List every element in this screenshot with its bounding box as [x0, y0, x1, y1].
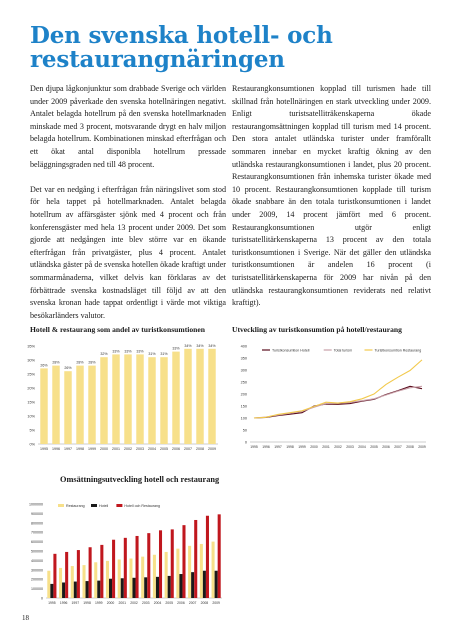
chart-title: Hotell & restaurang som andel av turistkonsumtionen [30, 325, 205, 334]
bar [62, 582, 65, 598]
x-tick-label: 1995 [250, 445, 258, 449]
bar [212, 542, 215, 598]
bar [109, 579, 112, 598]
x-tick-label: 1997 [274, 445, 282, 449]
page-number: 18 [22, 614, 29, 622]
x-tick-label: 2000 [310, 445, 318, 449]
data-label: 28% [88, 360, 96, 365]
y-tick-label: 100000 [31, 587, 43, 592]
bar [47, 571, 50, 598]
bar [191, 572, 194, 598]
bar [132, 578, 135, 598]
x-tick-label: 1998 [286, 445, 294, 449]
legend-label: Restaurang [66, 504, 85, 508]
bar [215, 571, 218, 598]
x-tick-label: 1999 [88, 447, 96, 451]
paragraph: Restaurangkonsumtionen kopplad till turismen hade till skillnad från hotellnäringen en stark utveckling under 2009. Enligt turistsatelliträkenskaperna ökade restaurangomsättningen kopplad till turism med 14 procent. Den stora antalet utländska turister under framförallt sommaren innebar en mycket kraftig ökning av den utländska restaurangkonsumtionen i landet, plus 20 procent. Restaurangkonsumtionen från inhemska turister ökade med 10 procent. Restaurangkonsumtionen kopplade till turism ökade snabbare än den totala turistkonsumtionen i landet under 2009, 14 procent jämfört med 6 procent. Restaurangkonsumtionen utgör enligt turistsatellitärkenskaperna 13 procent av den totala turistkonsumtionen i Sverige. När det gäller den utländska turistkonsumtionen är andelen 16 procent (i turistsatellitärkenskaperna för 2009 har nivån på den utländska restaurangkonsumtionen reviderats ned relativt kraftigt). [232, 84, 431, 308]
legend-label: Turistkonsumtion Restaurang [374, 348, 422, 353]
x-tick-label: 1998 [83, 601, 91, 605]
bar [168, 576, 171, 598]
bar [106, 561, 109, 598]
bar [86, 581, 89, 598]
bar [74, 582, 77, 598]
bar [188, 546, 191, 598]
bar [94, 562, 97, 598]
bar [218, 514, 221, 598]
bar [100, 545, 103, 598]
y-tick-label: 200000 [31, 577, 43, 582]
y-tick-label: 900000 [31, 511, 43, 516]
bar [97, 581, 100, 598]
x-tick-label: 2001 [322, 445, 330, 449]
x-tick-label: 2000 [106, 601, 115, 605]
y-tick-label: 300 [240, 368, 247, 373]
bar [40, 368, 47, 444]
data-label: 28% [52, 360, 60, 365]
y-tick-label: 600000 [31, 540, 43, 545]
legend-label: Hotell och Restaurang [124, 504, 160, 508]
bar [153, 555, 156, 598]
legend-swatch [116, 504, 122, 507]
paragraph: Det var en nedgång i efterfrågan från näringslivet som stod för hela tappet på hotellmarknaden. Antalet belagda hotellrum av affärsgäster sjönk med 4 procent och från konferensgäster med hela 13 procent under 2009. Det som gjorde att nedgången inte blev större var en ökande efterfrågan från privatgäster, plus 4 procent. Antalet utländska gäster på de svenska hotellen ökade kraftigt under sommarmånaderna, vilket delvis kan förklaras av det förbättrade svenska kostnadsläget till följd av att den svenska kronan hade tappat ordentligt i värde mot viktiga besökarländers valutor. [30, 184, 226, 320]
y-tick-label: 10% [27, 414, 35, 419]
y-tick-label: 700000 [31, 530, 43, 535]
x-tick-label: 1998 [76, 447, 84, 451]
bar [71, 566, 74, 598]
y-tick-label: 200 [240, 392, 247, 397]
legend-label: Turistkonsumtion Hotell [272, 348, 310, 353]
y-tick-label: 150 [240, 404, 247, 409]
bar [148, 357, 155, 444]
x-tick-label: 2002 [124, 447, 132, 451]
bar [160, 357, 167, 444]
bar [129, 559, 132, 598]
x-tick-label: 2003 [346, 445, 354, 449]
x-tick-label: 2008 [200, 601, 209, 605]
bar [64, 371, 71, 444]
bar [203, 571, 206, 598]
x-tick-label: 2007 [394, 445, 402, 449]
bar [124, 354, 131, 444]
x-tick-label: 2004 [148, 447, 156, 451]
data-label: 34% [208, 343, 216, 348]
x-tick-label: 1997 [64, 447, 72, 451]
bar [136, 354, 143, 444]
bar [182, 525, 185, 598]
x-tick-label: 2005 [370, 445, 378, 449]
bar [172, 352, 179, 444]
bar [88, 366, 95, 444]
x-tick-label: 1995 [48, 601, 56, 605]
bar [208, 349, 215, 444]
bar [121, 578, 124, 598]
body-left-column [30, 83, 226, 335]
bar [118, 559, 121, 598]
page-title: Den svenska hotell- och restaurangnäringen [30, 22, 333, 73]
y-tick-label: 350 [240, 356, 247, 361]
series-line [254, 386, 422, 418]
bar [89, 547, 92, 598]
x-tick-label: 2001 [112, 447, 120, 451]
bar [59, 568, 62, 598]
bar [112, 354, 119, 444]
x-tick-label: 2003 [136, 447, 144, 451]
x-tick-label: 1996 [52, 447, 60, 451]
y-tick-label: 0 [244, 440, 247, 445]
data-label: 33% [172, 346, 180, 351]
x-tick-label: 2006 [172, 447, 180, 451]
x-tick-label: 2009 [418, 445, 426, 449]
x-tick-label: 2009 [208, 447, 216, 451]
y-tick-label: 1000000 [29, 502, 43, 507]
x-tick-label: 2008 [406, 445, 414, 449]
legend-swatch [91, 504, 97, 507]
data-label: 28% [76, 360, 84, 365]
bar [144, 577, 147, 598]
body-right-column [232, 83, 431, 322]
data-label: 34% [196, 343, 204, 348]
x-tick-label: 2002 [130, 601, 138, 605]
x-tick-label: 2006 [382, 445, 390, 449]
y-tick-label: 30% [27, 358, 35, 363]
x-tick-label: 2002 [334, 445, 342, 449]
legend-label: Total turism [333, 348, 353, 353]
bar [50, 584, 53, 598]
bar [196, 349, 203, 444]
bar [65, 552, 68, 598]
y-tick-label: 400000 [31, 558, 43, 563]
y-tick-label: 50 [242, 428, 247, 433]
y-tick-label: 0% [29, 442, 35, 447]
data-label: 33% [112, 349, 120, 354]
data-label: 26% [40, 363, 48, 368]
data-label: 34% [184, 343, 192, 348]
y-tick-label: 5% [29, 428, 35, 433]
y-tick-label: 0 [41, 596, 43, 601]
x-tick-label: 1999 [298, 445, 306, 449]
legend-label: Hotell [99, 504, 109, 508]
data-label: 33% [136, 349, 144, 354]
y-tick-label: 500000 [31, 549, 43, 554]
x-tick-label: 2007 [188, 601, 197, 605]
bar [76, 366, 83, 444]
bar [82, 565, 85, 598]
y-tick-label: 400 [240, 344, 247, 349]
x-tick-label: 2001 [118, 601, 127, 605]
bar [100, 357, 107, 444]
y-tick-label: 15% [27, 400, 35, 405]
x-tick-label: 1996 [59, 601, 68, 605]
x-tick-label: 2004 [358, 445, 366, 449]
y-tick-label: 800000 [31, 521, 43, 526]
y-tick-label: 250 [240, 380, 247, 385]
x-tick-label: 2008 [196, 447, 204, 451]
x-tick-label: 2004 [153, 601, 162, 605]
x-tick-label: 1996 [262, 445, 270, 449]
turnover-bar-chart [22, 500, 227, 610]
chart-title: Omsättningsutveckling hotell och restaurang [60, 475, 220, 484]
bar [52, 366, 59, 444]
data-label: 26% [64, 366, 72, 371]
series-line [254, 360, 422, 418]
x-tick-label: 2003 [141, 601, 150, 605]
y-tick-label: 20% [27, 386, 35, 391]
x-tick-label: 2005 [165, 601, 173, 605]
bar [53, 554, 56, 598]
paragraph: Den djupa lågkonjunktur som drabbade Sverige och världen under 2009 påverkade den svenska hotellnäringen negativt. Antalet belagda hotellrum på den svenska hotellmarknaden minskade med 3 procent, motsvarande drygt en halv miljon belagda hotellrum. Kombinationen minskad efterfrågan och ett ökat antal disponibla hotellrum pressade beläggningsgraden ned till 48 procent. [30, 84, 226, 169]
development-line-chart [232, 340, 432, 458]
y-tick-label: 300000 [31, 568, 43, 573]
bar [112, 540, 115, 598]
bar [176, 549, 179, 598]
bar [156, 577, 159, 598]
x-tick-label: 2005 [160, 447, 168, 451]
bar [206, 516, 209, 598]
y-tick-label: 100 [240, 416, 247, 421]
chart-title: Utveckling av turistkonsumtion på hotell/restaurang [232, 325, 402, 334]
bar [179, 574, 182, 598]
data-label: 33% [124, 349, 132, 354]
bar [124, 538, 127, 598]
data-label: 31% [160, 352, 168, 357]
x-tick-label: 2007 [184, 447, 192, 451]
bar [200, 544, 203, 598]
bar [77, 550, 80, 598]
x-tick-label: 1997 [71, 601, 80, 605]
x-tick-label: 2009 [212, 601, 220, 605]
bar [171, 529, 174, 598]
y-tick-label: 35% [27, 344, 35, 349]
x-tick-label: 1995 [40, 447, 48, 451]
x-tick-label: 1999 [95, 601, 103, 605]
data-label: 31% [148, 352, 156, 357]
bar [147, 533, 150, 598]
bar [141, 557, 144, 598]
x-tick-label: 2006 [177, 601, 185, 605]
bar [184, 349, 191, 444]
bar [194, 520, 197, 598]
data-label: 32% [100, 352, 108, 357]
y-tick-label: 25% [27, 372, 35, 377]
x-tick-label: 2000 [100, 447, 108, 451]
bar [159, 530, 162, 598]
bar [165, 552, 168, 598]
share-bar-chart [22, 340, 222, 458]
bar [136, 536, 139, 598]
legend-swatch [58, 504, 64, 507]
